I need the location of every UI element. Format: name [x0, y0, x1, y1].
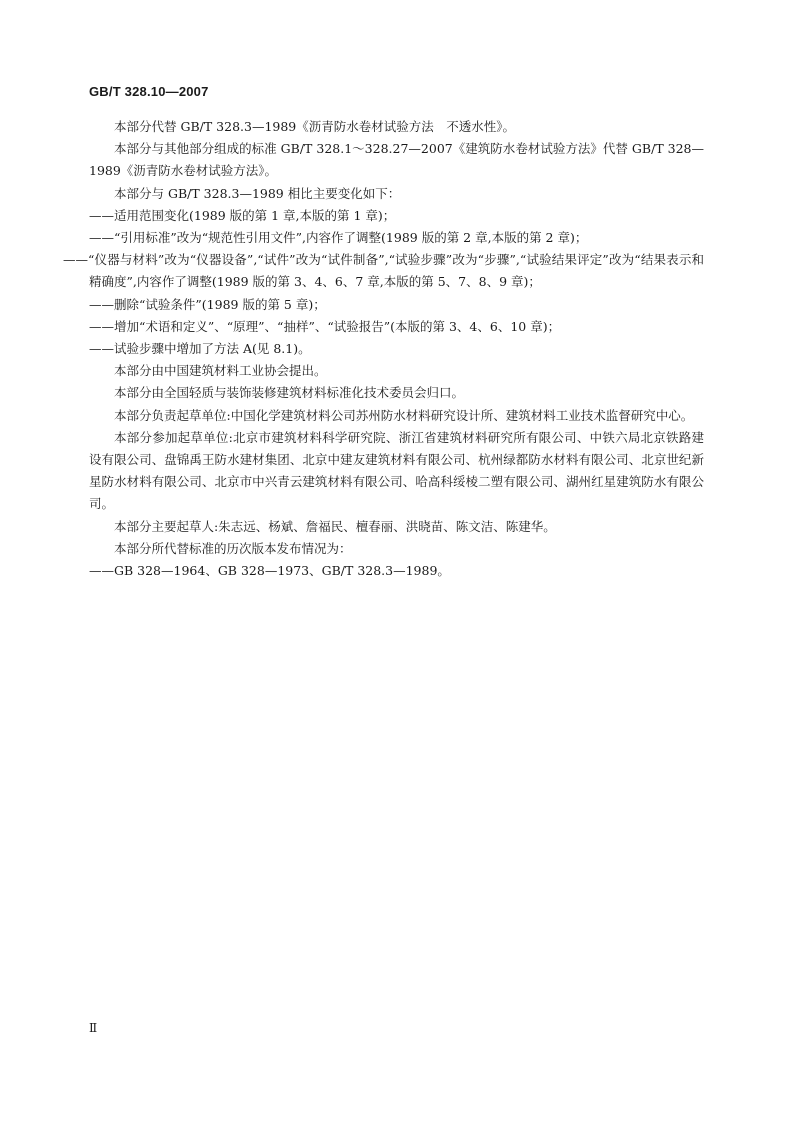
info-paragraph: 本部分由全国轻质与装饰装修建筑材料标准化技术委员会归口。	[114, 385, 465, 401]
change-list-item: ——适用范围变化(1989 版的第 1 章,本版的第 1 章)；	[89, 207, 396, 223]
change-list-item: ——“引用标准”改为“规范性引用文件”,内容作了调整(1989 版的第 2 章,本版的第 2 章)；	[89, 230, 588, 246]
change-list-item: ——删除“试验条件”(1989 版的第 5 章)；	[89, 296, 326, 312]
history-list-item: ——GB 328—1964、GB 328—1973、GB/T 328.3—1989。	[89, 563, 450, 579]
info-paragraph: 本部分负责起草单位:中国化学建筑材料公司苏州防水材料研究设计所、建筑材料工业技术监督研究中心。	[114, 407, 694, 423]
info-paragraph: 本部分所代替标准的历次版本发布情况为：	[114, 540, 352, 556]
change-list-item: ——增加“术语和定义”、“原理”、“抽样”、“试验报告”(本版的第 3、4、6、10 章)；	[89, 318, 561, 334]
change-list-item: ——试验步骤中增加了方法 A(见 8.1)。	[89, 341, 311, 357]
info-paragraph: 本部分参加起草单位:北京市建筑材料科学研究院、浙江省建筑材料研究所有限公司、中铁六局北京铁路建设有限公司、盘锦禹王防水建材集团、北京中建友建筑材料有限公司、杭州绿都防水材料有限公司、北京世纪新星防水材料有限公司、北京市中兴青云建筑材料有限公司、哈高科绥棱二塑有限公司、湖州红星建筑防水有限公司。	[89, 429, 704, 512]
foreword-paragraph: 本部分与其他部分组成的标准 GB/T 328.1～328.27—2007《建筑防水卷材试验方法》代替 GB/T 328—1989《沥青防水卷材试验方法》。	[89, 141, 704, 179]
foreword-paragraph: 本部分代替 GB/T 328.3—1989《沥青防水卷材试验方法 不透水性》。	[114, 119, 516, 134]
info-paragraph: 本部分主要起草人:朱志远、杨斌、詹福民、檀春丽、洪晓苗、陈文洁、陈建华。	[114, 518, 556, 534]
page-number: Ⅱ	[89, 1021, 98, 1035]
foreword-paragraph: 本部分与 GB/T 328.3—1989 相比主要变化如下：	[114, 185, 401, 201]
foreword-content	[63, 116, 704, 582]
change-list-item: ——“仪器与材料”改为“仪器设备”,“试件”改为“试件制备”,“试验步骤”改为“步骤”,“试验结果评定”改为“结果表示和精确度”,内容作了调整(1989 版的第 3、4、6、7 章,本版的第 5、7、8、9 章)；	[63, 252, 704, 290]
info-paragraph: 本部分由中国建筑材料工业协会提出。	[114, 363, 327, 379]
standard-number: GB/T 328.10—2007	[89, 84, 209, 99]
